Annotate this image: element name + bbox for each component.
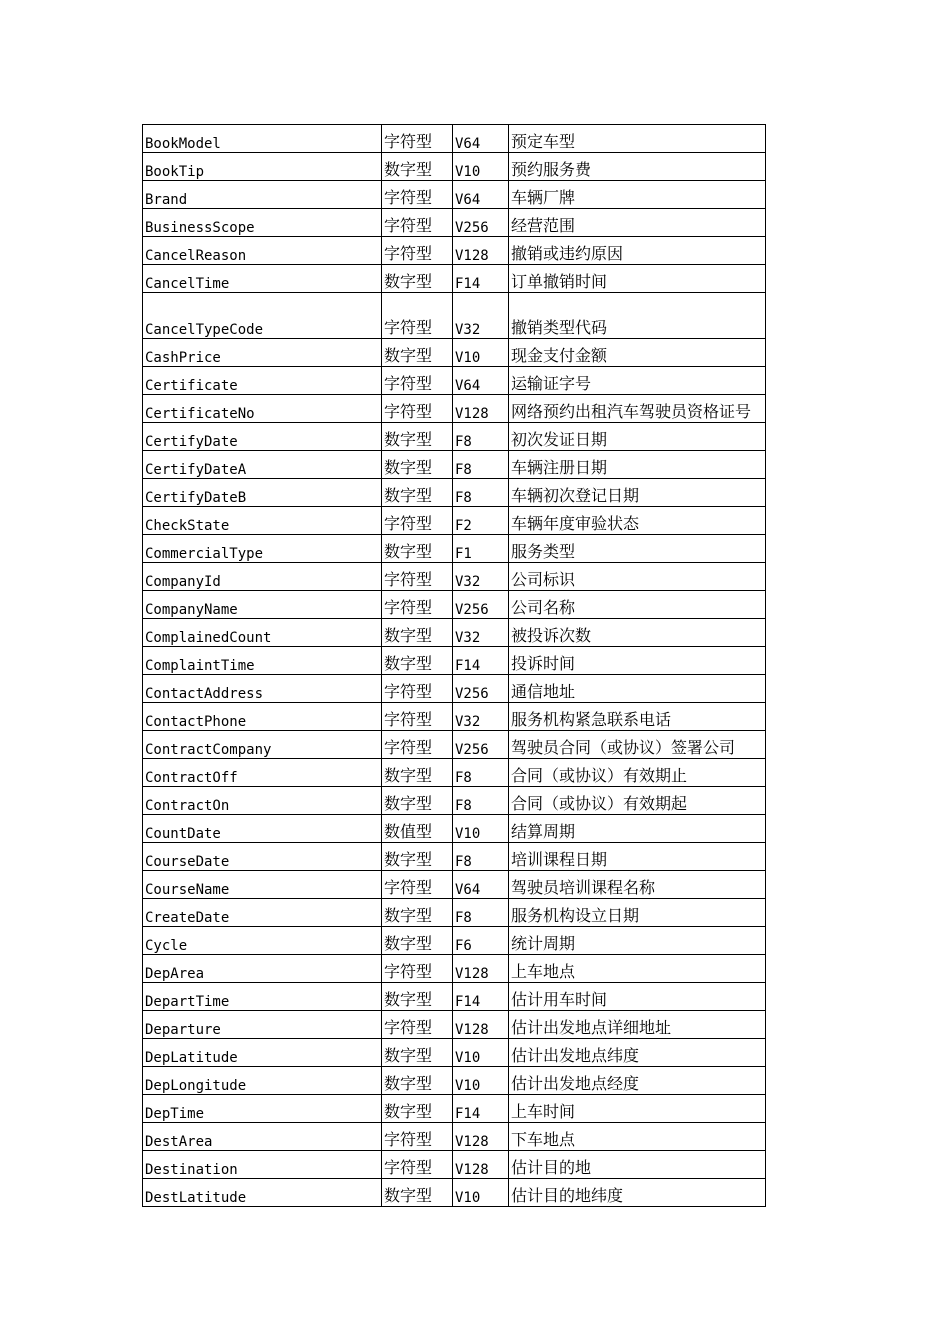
field-type-cell: 字符型 xyxy=(382,563,453,591)
field-length-cell: F8 xyxy=(453,787,509,815)
field-length-cell: V32 xyxy=(453,563,509,591)
field-name-cell: ComplaintTime xyxy=(143,647,382,675)
field-description-cell: 合同（或协议）有效期起 xyxy=(509,787,766,815)
field-type-cell: 数字型 xyxy=(382,1067,453,1095)
field-name-cell: DepLongitude xyxy=(143,1067,382,1095)
field-type-cell: 数字型 xyxy=(382,153,453,181)
field-description-cell: 上车时间 xyxy=(509,1095,766,1123)
field-type-cell: 数字型 xyxy=(382,339,453,367)
table-row xyxy=(143,675,766,703)
field-description-cell: 下车地点 xyxy=(509,1123,766,1151)
field-type-cell: 字符型 xyxy=(382,591,453,619)
table-row xyxy=(143,1039,766,1067)
field-type-cell: 数字型 xyxy=(382,843,453,871)
field-length-cell: V256 xyxy=(453,209,509,237)
field-length-cell: V10 xyxy=(453,339,509,367)
field-type-cell: 字符型 xyxy=(382,209,453,237)
table-row xyxy=(143,507,766,535)
field-name-cell: DepArea xyxy=(143,955,382,983)
field-length-cell: V128 xyxy=(453,955,509,983)
field-length-cell: F14 xyxy=(453,983,509,1011)
field-length-cell: F1 xyxy=(453,535,509,563)
table-row xyxy=(143,1151,766,1179)
field-name-cell: ContractOff xyxy=(143,759,382,787)
field-type-cell: 字符型 xyxy=(382,1011,453,1039)
field-type-cell: 数字型 xyxy=(382,265,453,293)
field-name-cell: CompanyId xyxy=(143,563,382,591)
table-row xyxy=(143,1067,766,1095)
field-name-cell: Cycle xyxy=(143,927,382,955)
field-type-cell: 字符型 xyxy=(382,703,453,731)
field-type-cell: 数字型 xyxy=(382,647,453,675)
field-type-cell: 字符型 xyxy=(382,125,453,153)
field-description-cell: 估计出发地点纬度 xyxy=(509,1039,766,1067)
table-row xyxy=(143,1179,766,1207)
field-name-cell: ComplainedCount xyxy=(143,619,382,647)
field-description-cell: 驾驶员培训课程名称 xyxy=(509,871,766,899)
table-row xyxy=(143,237,766,265)
field-name-cell: CertificateNo xyxy=(143,395,382,423)
field-description-cell: 估计目的地 xyxy=(509,1151,766,1179)
field-name-cell: CertifyDate xyxy=(143,423,382,451)
field-description-cell: 统计周期 xyxy=(509,927,766,955)
field-name-cell: CancelReason xyxy=(143,237,382,265)
table-row xyxy=(143,265,766,293)
field-length-cell: F8 xyxy=(453,899,509,927)
table-row xyxy=(143,153,766,181)
field-length-cell: V64 xyxy=(453,871,509,899)
table-row xyxy=(143,339,766,367)
table-row xyxy=(143,927,766,955)
field-type-cell: 数字型 xyxy=(382,479,453,507)
field-type-cell: 字符型 xyxy=(382,955,453,983)
field-description-cell: 现金支付金额 xyxy=(509,339,766,367)
table-row xyxy=(143,591,766,619)
field-description-cell: 上车地点 xyxy=(509,955,766,983)
field-description-cell: 车辆注册日期 xyxy=(509,451,766,479)
table-row xyxy=(143,787,766,815)
field-type-cell: 字符型 xyxy=(382,1123,453,1151)
field-description-cell: 撤销或违约原因 xyxy=(509,237,766,265)
table-row xyxy=(143,619,766,647)
field-description-cell: 通信地址 xyxy=(509,675,766,703)
field-name-cell: CertifyDateA xyxy=(143,451,382,479)
field-description-cell: 车辆初次登记日期 xyxy=(509,479,766,507)
table-row xyxy=(143,843,766,871)
field-name-cell: CancelTypeCode xyxy=(143,293,382,339)
field-name-cell: DepLatitude xyxy=(143,1039,382,1067)
field-length-cell: V256 xyxy=(453,675,509,703)
field-name-cell: CourseDate xyxy=(143,843,382,871)
table-row xyxy=(143,563,766,591)
field-length-cell: V10 xyxy=(453,1067,509,1095)
field-length-cell: V128 xyxy=(453,237,509,265)
field-length-cell: F8 xyxy=(453,479,509,507)
field-description-cell: 估计目的地纬度 xyxy=(509,1179,766,1207)
field-description-cell: 预定车型 xyxy=(509,125,766,153)
table-row xyxy=(143,759,766,787)
field-length-cell: F8 xyxy=(453,843,509,871)
field-length-cell: V32 xyxy=(453,703,509,731)
field-name-cell: Departure xyxy=(143,1011,382,1039)
table-row xyxy=(143,395,766,423)
table-row xyxy=(143,899,766,927)
table-row xyxy=(143,209,766,237)
table-row xyxy=(143,479,766,507)
field-type-cell: 数字型 xyxy=(382,787,453,815)
table-row xyxy=(143,815,766,843)
table-row xyxy=(143,1011,766,1039)
field-name-cell: BusinessScope xyxy=(143,209,382,237)
field-type-cell: 数字型 xyxy=(382,535,453,563)
field-name-cell: BookModel xyxy=(143,125,382,153)
field-name-cell: Certificate xyxy=(143,367,382,395)
table-row xyxy=(143,181,766,209)
field-length-cell: F2 xyxy=(453,507,509,535)
field-description-cell: 服务机构设立日期 xyxy=(509,899,766,927)
field-length-cell: V10 xyxy=(453,153,509,181)
field-description-cell: 服务类型 xyxy=(509,535,766,563)
field-type-cell: 数字型 xyxy=(382,619,453,647)
field-name-cell: DestArea xyxy=(143,1123,382,1151)
field-type-cell: 字符型 xyxy=(382,293,453,339)
field-length-cell: V256 xyxy=(453,731,509,759)
field-length-cell: F14 xyxy=(453,265,509,293)
field-name-cell: CheckState xyxy=(143,507,382,535)
field-description-cell: 初次发证日期 xyxy=(509,423,766,451)
field-length-cell: V128 xyxy=(453,1011,509,1039)
field-type-cell: 字符型 xyxy=(382,675,453,703)
field-length-cell: V256 xyxy=(453,591,509,619)
field-type-cell: 数字型 xyxy=(382,1095,453,1123)
field-type-cell: 字符型 xyxy=(382,1151,453,1179)
field-name-cell: CreateDate xyxy=(143,899,382,927)
field-type-cell: 字符型 xyxy=(382,395,453,423)
field-type-cell: 字符型 xyxy=(382,731,453,759)
field-name-cell: Destination xyxy=(143,1151,382,1179)
table-row xyxy=(143,1123,766,1151)
field-description-cell: 估计出发地点详细地址 xyxy=(509,1011,766,1039)
field-type-cell: 数字型 xyxy=(382,1039,453,1067)
field-type-cell: 字符型 xyxy=(382,181,453,209)
field-type-cell: 数字型 xyxy=(382,899,453,927)
field-type-cell: 字符型 xyxy=(382,237,453,265)
table-row xyxy=(143,423,766,451)
field-type-cell: 数字型 xyxy=(382,927,453,955)
field-type-cell: 字符型 xyxy=(382,507,453,535)
field-length-cell: F6 xyxy=(453,927,509,955)
field-description-cell: 公司名称 xyxy=(509,591,766,619)
field-description-cell: 培训课程日期 xyxy=(509,843,766,871)
table-row xyxy=(143,1095,766,1123)
field-description-cell: 公司标识 xyxy=(509,563,766,591)
field-length-cell: V10 xyxy=(453,1179,509,1207)
field-description-cell: 估计用车时间 xyxy=(509,983,766,1011)
field-name-cell: CertifyDateB xyxy=(143,479,382,507)
field-name-cell: CancelTime xyxy=(143,265,382,293)
field-name-cell: DepartTime xyxy=(143,983,382,1011)
table-row xyxy=(143,367,766,395)
table-row xyxy=(143,983,766,1011)
field-name-cell: BookTip xyxy=(143,153,382,181)
field-name-cell: DestLatitude xyxy=(143,1179,382,1207)
field-description-cell: 车辆年度审验状态 xyxy=(509,507,766,535)
field-type-cell: 数值型 xyxy=(382,815,453,843)
field-length-cell: V64 xyxy=(453,181,509,209)
field-description-cell: 驾驶员合同（或协议）签署公司 xyxy=(509,731,766,759)
table-row xyxy=(143,647,766,675)
field-length-cell: F8 xyxy=(453,451,509,479)
field-description-cell: 估计出发地点经度 xyxy=(509,1067,766,1095)
field-name-cell: Brand xyxy=(143,181,382,209)
field-type-cell: 数字型 xyxy=(382,1179,453,1207)
field-definition-table xyxy=(142,124,766,1207)
field-length-cell: V64 xyxy=(453,125,509,153)
field-description-cell: 服务机构紧急联系电话 xyxy=(509,703,766,731)
field-description-cell: 车辆厂牌 xyxy=(509,181,766,209)
field-description-cell: 结算周期 xyxy=(509,815,766,843)
table-row xyxy=(143,535,766,563)
field-description-cell: 合同（或协议）有效期止 xyxy=(509,759,766,787)
field-length-cell: V32 xyxy=(453,293,509,339)
table-body xyxy=(143,125,766,1207)
field-length-cell: F8 xyxy=(453,423,509,451)
table-row xyxy=(143,955,766,983)
field-description-cell: 订单撤销时间 xyxy=(509,265,766,293)
field-name-cell: CompanyName xyxy=(143,591,382,619)
field-description-cell: 网络预约出租汽车驾驶员资格证号 xyxy=(509,395,766,423)
field-type-cell: 数字型 xyxy=(382,983,453,1011)
table-row xyxy=(143,125,766,153)
field-length-cell: V32 xyxy=(453,619,509,647)
table-row xyxy=(143,871,766,899)
field-description-cell: 运输证字号 xyxy=(509,367,766,395)
table-row xyxy=(143,293,766,339)
field-length-cell: V128 xyxy=(453,1123,509,1151)
field-name-cell: ContactPhone xyxy=(143,703,382,731)
field-length-cell: V10 xyxy=(453,1039,509,1067)
field-length-cell: F14 xyxy=(453,647,509,675)
field-name-cell: ContractOn xyxy=(143,787,382,815)
field-name-cell: ContactAddress xyxy=(143,675,382,703)
field-name-cell: CountDate xyxy=(143,815,382,843)
field-description-cell: 撤销类型代码 xyxy=(509,293,766,339)
field-type-cell: 数字型 xyxy=(382,423,453,451)
field-length-cell: V128 xyxy=(453,1151,509,1179)
field-type-cell: 数字型 xyxy=(382,759,453,787)
field-name-cell: DepTime xyxy=(143,1095,382,1123)
field-type-cell: 字符型 xyxy=(382,367,453,395)
table-row xyxy=(143,451,766,479)
field-length-cell: V10 xyxy=(453,815,509,843)
field-description-cell: 被投诉次数 xyxy=(509,619,766,647)
table-row xyxy=(143,731,766,759)
field-type-cell: 字符型 xyxy=(382,871,453,899)
field-type-cell: 数字型 xyxy=(382,451,453,479)
field-description-cell: 经营范围 xyxy=(509,209,766,237)
field-length-cell: F14 xyxy=(453,1095,509,1123)
field-length-cell: V64 xyxy=(453,367,509,395)
field-name-cell: CashPrice xyxy=(143,339,382,367)
field-name-cell: CourseName xyxy=(143,871,382,899)
field-length-cell: F8 xyxy=(453,759,509,787)
field-description-cell: 投诉时间 xyxy=(509,647,766,675)
field-name-cell: ContractCompany xyxy=(143,731,382,759)
table-row xyxy=(143,703,766,731)
field-length-cell: V128 xyxy=(453,395,509,423)
field-description-cell: 预约服务费 xyxy=(509,153,766,181)
field-name-cell: CommercialType xyxy=(143,535,382,563)
